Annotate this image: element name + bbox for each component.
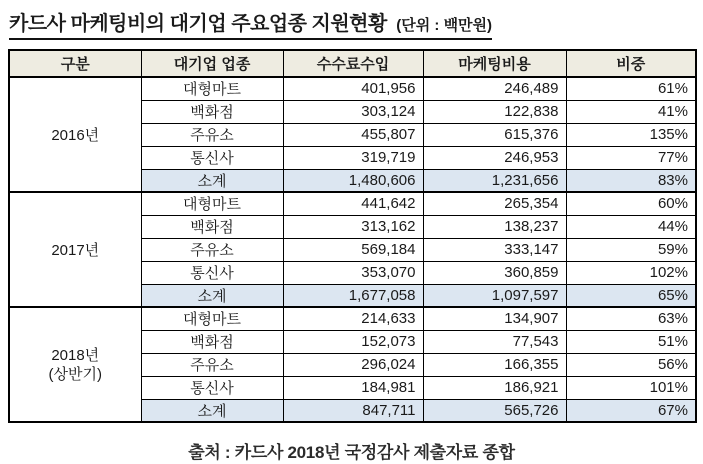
year-label: 2018년 [51,346,100,364]
marketing-cost-cell: 246,953 [423,146,566,169]
header-cell-ratio: 비중 [566,50,696,77]
data-table [8,49,697,423]
title-text: 카드사 마케팅비의 대기업 주요업종 지원현황 [9,13,387,35]
ratio-cell: 61% [566,77,696,100]
fee-income-cell: 401,956 [283,77,423,100]
marketing-cost-cell: 122,838 [423,100,566,123]
industry-cell: 통신사 [141,261,283,284]
header-cell-industry: 대기업 업종 [141,50,283,77]
ratio-cell: 41% [566,100,696,123]
fee-income-cell: 152,073 [283,330,423,353]
fee-income-cell: 214,633 [283,307,423,330]
industry-cell: 주유소 [141,123,283,146]
fee-income-cell: 441,642 [283,192,423,215]
source-caption: 출처 : 카드사 2018년 국정감사 제출자료 종합 [188,443,515,462]
marketing-cost-cell: 246,489 [423,77,566,100]
year-cell-2017 [9,192,141,307]
ratio-cell: 56% [566,353,696,376]
industry-cell: 백화점 [141,100,283,123]
industry-cell: 소계 [141,284,283,307]
ratio-cell: 44% [566,215,696,238]
ratio-cell: 67% [566,399,696,422]
table-row [9,77,696,100]
industry-cell: 통신사 [141,376,283,399]
unit-label: (단위 : 백만원) [396,17,493,34]
marketing-cost-cell: 265,354 [423,192,566,215]
industry-cell: 대형마트 [141,192,283,215]
year-label: 2016년 [51,127,100,144]
marketing-cost-cell: 77,543 [423,330,566,353]
marketing-cost-cell: 565,726 [423,399,566,422]
ratio-cell: 83% [566,169,696,192]
title-underline [9,7,492,40]
fee-income-cell: 313,162 [283,215,423,238]
year-cell-2016 [9,77,141,192]
marketing-cost-cell: 134,907 [423,307,566,330]
ratio-cell: 60% [566,192,696,215]
ratio-cell: 63% [566,307,696,330]
ratio-cell: 65% [566,284,696,307]
header-row [9,50,696,77]
industry-cell: 주유소 [141,353,283,376]
industry-cell: 대형마트 [141,307,283,330]
fee-income-cell: 847,711 [283,399,423,422]
fee-income-cell: 1,480,606 [283,169,423,192]
marketing-cost-cell: 166,355 [423,353,566,376]
ratio-cell: 77% [566,146,696,169]
ratio-cell: 51% [566,330,696,353]
ratio-cell: 102% [566,261,696,284]
marketing-cost-cell: 360,859 [423,261,566,284]
header-cell-marketing-cost: 마케팅비용 [423,50,566,77]
ratio-cell: 135% [566,123,696,146]
industry-cell: 대형마트 [141,77,283,100]
page-title [9,7,695,40]
year-label: 2017년 [51,242,100,259]
marketing-cost-cell: 1,097,597 [423,284,566,307]
industry-cell: 소계 [141,399,283,422]
table-row [9,307,696,330]
fee-income-cell: 353,070 [283,261,423,284]
header-cell-fee-income: 수수료수입 [283,50,423,77]
marketing-cost-cell: 1,231,656 [423,169,566,192]
fee-income-cell: 455,807 [283,123,423,146]
ratio-cell: 101% [566,376,696,399]
fee-income-cell: 569,184 [283,238,423,261]
year-note: (상반기) [48,365,102,383]
marketing-cost-cell: 615,376 [423,123,566,146]
marketing-cost-cell: 333,147 [423,238,566,261]
industry-cell: 소계 [141,169,283,192]
fee-income-cell: 184,981 [283,376,423,399]
fee-income-cell: 296,024 [283,353,423,376]
table-row [9,192,696,215]
ratio-cell: 59% [566,238,696,261]
marketing-cost-cell: 186,921 [423,376,566,399]
industry-cell: 백화점 [141,330,283,353]
header-cell-category: 구분 [9,50,141,77]
industry-cell: 통신사 [141,146,283,169]
industry-cell: 백화점 [141,215,283,238]
fee-income-cell: 319,719 [283,146,423,169]
industry-cell: 주유소 [141,238,283,261]
marketing-cost-cell: 138,237 [423,215,566,238]
year-cell-2018 [9,307,141,422]
fee-income-cell: 1,677,058 [283,284,423,307]
fee-income-cell: 303,124 [283,100,423,123]
